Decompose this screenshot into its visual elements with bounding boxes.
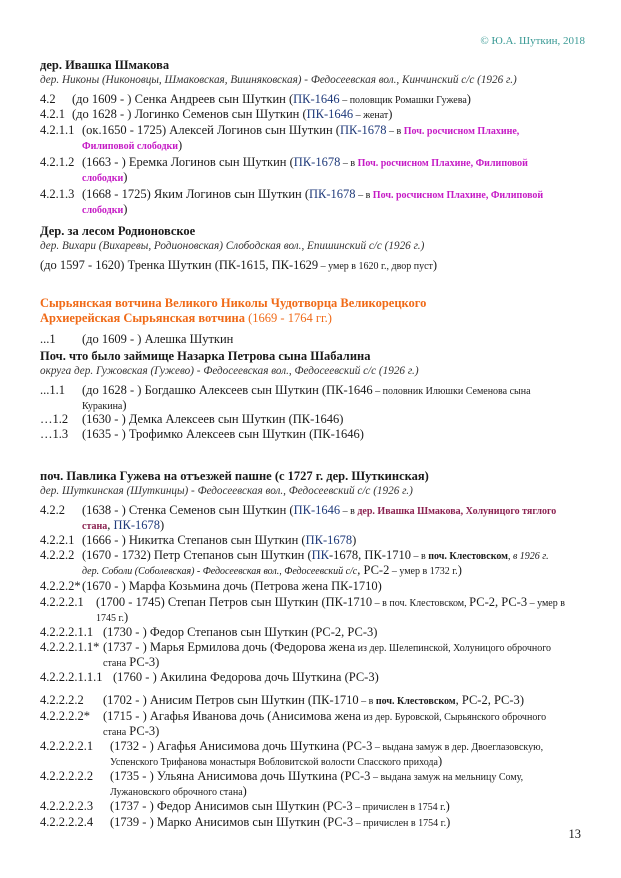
entry-text: (до 1628 - ) Логинко Семенов сын Шуткин ( (72, 107, 307, 121)
entry-continuation (82, 563, 462, 579)
entry-text: (1732 - ) Агафья Анисимова дочь Шуткина (РС-3 (110, 739, 373, 753)
place-name: Поч. росчисном Плахине, Филиповой (372, 190, 544, 201)
entry-continuation (82, 518, 164, 534)
entry-line (40, 548, 549, 564)
entry-note: – в (386, 126, 404, 137)
census-ref: ПК-1678 (293, 155, 341, 169)
place-name: стана (82, 521, 108, 532)
census-ref: РС-3 (126, 655, 156, 669)
place-name: поч. Клестовском (428, 551, 508, 562)
entry-text: (1666 - ) Никитка Степанов сын Шуткин ( (82, 533, 306, 547)
paren: ) (155, 724, 160, 738)
entry-text: (1700 - 1745) Степан Петров сын Шуткин (ПК-1710 (96, 595, 373, 609)
paren: ) (445, 799, 450, 813)
entry-line (40, 739, 543, 755)
entry-number: …1.3 (40, 427, 69, 441)
paren: ) (123, 610, 129, 624)
entry-line (40, 412, 343, 426)
entry-note: – в (410, 551, 429, 562)
entry-line (40, 579, 382, 593)
entry-note: стана (103, 727, 127, 738)
entry-line (40, 107, 392, 123)
entry-line (40, 670, 379, 684)
entry-line (40, 123, 519, 139)
entry-number: 4.2.1.3 (40, 187, 75, 201)
entry-note: – выдана замуж в дер. Двоеглазовскую, (372, 742, 544, 753)
entry-continuation (96, 610, 128, 626)
entry-text: (до 1609 - ) Алешка Шуткин (82, 332, 234, 346)
entry-note: – причислен в 1754 г. (352, 802, 446, 813)
paren: ) (446, 815, 451, 829)
census-ref: , РС-2, РС-3 (455, 693, 520, 707)
paren: ) (519, 693, 524, 707)
entry-line (40, 187, 543, 203)
census-ref: ПК-1646 (293, 92, 340, 106)
entry-line (40, 595, 565, 611)
entry-note: – в (355, 190, 373, 201)
entry-number: 4.2.2.2.1.1* (40, 640, 100, 654)
paren: ) (155, 655, 160, 669)
census-ref: ПК-1678 (305, 533, 353, 547)
paren: ) (160, 518, 165, 532)
entry-note: из дер. Шелепинской, Холуницого оброчного (355, 643, 552, 654)
page-number: 13 (568, 827, 581, 841)
entry-number: ...1 (40, 332, 56, 346)
entry-continuation (110, 754, 442, 770)
entry-number: 4.2.2.2* (40, 579, 81, 593)
census-ref: ПК-1678 (309, 187, 356, 201)
entry-number: 4.2.1.2 (40, 155, 75, 169)
copyright-notice: © Ю.А. Шуткин, 2018 (480, 35, 585, 47)
section-title: поч. Павлика Гужева на отъезжей пашне (с 1727 г. дер. Шуткинская) (40, 469, 429, 483)
entry-note: Куракина (82, 401, 123, 412)
entry-number: 4.2.1.1 (40, 123, 75, 137)
entry-text: (1638 - ) Стенка Семенов сын Шуткин ( (82, 503, 294, 517)
entry-text: (до 1609 - ) Сенка Андреев сын Шуткин ( (72, 92, 294, 106)
entry-note: – в поч. Клестовском, (372, 598, 470, 609)
estate-years: (1669 - 1764 гг.) (245, 311, 332, 325)
census-ref: ПК-1678 (113, 518, 161, 532)
census-ref: , РС-2 (357, 563, 390, 577)
entry-note: Лужановского оброчного стана (110, 787, 243, 798)
entry-number: ...1.1 (40, 383, 65, 397)
separator: , (507, 551, 513, 562)
place-name: Поч. росчисном Плахине, (403, 126, 520, 137)
entry-number: 4.2.2.1 (40, 533, 75, 547)
entry-text: (1670 - 1732) Петр Степанов сын Шуткин ( (82, 548, 312, 562)
entry-number: 4.2.2.2.2.4 (40, 815, 94, 829)
place-name: слободки (82, 173, 124, 184)
entry-text: (до 1597 - 1620) Тренка Шуткин (ПК-1615, ПК-1629 (40, 258, 319, 272)
modern-location: в 1926 г. (512, 551, 549, 562)
census-ref: РС-3 (126, 724, 156, 738)
entry-continuation (110, 784, 247, 800)
entry-line (40, 693, 524, 709)
paren: ) (466, 92, 471, 106)
section-title: Дер. за лесом Родионовское (40, 224, 196, 238)
entry-note: Успенского Трифанова монастыря Вобловитской волости Спасского прихода (110, 757, 438, 768)
section-title: Поч. что было займище Назарка Петрова сына Шабалина (40, 349, 371, 363)
entry-note: – в (340, 158, 358, 169)
entry-line (40, 799, 450, 815)
paren: ) (388, 107, 393, 121)
entry-text: (1668 - 1725) Яким Логинов сын Шуткин ( (82, 187, 310, 201)
entry-note: 1745 г. (96, 613, 124, 624)
paren: ) (432, 258, 438, 272)
place-name: поч. Клестовском (375, 696, 456, 707)
census-ref: ПК-1646 (293, 503, 341, 517)
entry-line (40, 92, 471, 108)
entry-text: (1739 - ) Марко Анисимов сын Шуткин (РС-3 (110, 815, 354, 829)
entry-number: 4.2.2.2.2.1 (40, 739, 94, 753)
entry-line (40, 332, 233, 346)
entry-note: стана (103, 658, 127, 669)
place-name: слободки (82, 205, 124, 216)
census-ref: ПК (311, 548, 330, 562)
entry-line (40, 769, 523, 785)
entry-text: (1737 - ) Федор Анисимов сын Шуткин (РС-3 (110, 799, 353, 813)
paren: ) (123, 170, 128, 184)
entry-number: 4.2.2.2.2.2 (40, 769, 94, 783)
entry-number: …1.2 (40, 412, 69, 426)
entry-line (40, 815, 450, 831)
entry-note: – причислен в 1754 г. (353, 818, 447, 829)
entry-text: (1715 - ) Агафья Иванова дочь (Анисимова жена (103, 709, 361, 723)
section-subtitle: дер. Шуткинская (Шуткинцы) - Федосеевская вол., Федосеевский с/с (1926 г.) (40, 485, 413, 497)
entry-line (40, 155, 528, 171)
entry-note: – половщик Ромашки Гужева (339, 95, 467, 106)
entry-continuation (82, 202, 127, 218)
section-title: дер. Ивашка Шмакова (40, 58, 170, 72)
entry-line (40, 427, 364, 441)
entry-text: (1630 - ) Демка Алексеев сын Шуткин (ПК-1646) (82, 412, 344, 426)
paren: ) (242, 784, 247, 798)
entry-continuation (103, 655, 159, 671)
entry-number: 4.2.2.2.2* (40, 709, 90, 723)
entry-text: (до 1628 - ) Богдашко Алексеев сын Шуткин (ПК-1646 (82, 383, 373, 397)
entry-text: (1737 - ) Марья Ермилова дочь (Федорова жена (103, 640, 356, 654)
separator: , (107, 518, 114, 532)
entry-note: – выдана замуж на мельницу Сому, (370, 772, 524, 783)
place-name: дер. Ивашка Шмакова, Холуницого тяглого (357, 506, 557, 517)
estate-title: Сырьянская вотчина Великого Николы Чудотворца Великорецкого (40, 296, 427, 310)
entry-text: (1663 - ) Еремка Логинов сын Шуткин ( (82, 155, 294, 169)
entry-line (40, 258, 437, 274)
paren: ) (457, 563, 462, 577)
entry-line (40, 383, 531, 399)
entry-number: 4.2.2.2.1.1.1 (40, 670, 103, 684)
entry-text: (1735 - ) Ульяна Анисимова дочь Шуткина (РС-3 (110, 769, 371, 783)
entry-text: (1670 - ) Марфа Козьмина дочь (Петрова жена ПК-1710) (82, 579, 382, 593)
section-subtitle: дер. Никоны (Никоновцы, Шмаковская, Вишняковская) - Федосеевская вол., Кинчинский с/с (1926 г.) (40, 74, 517, 86)
entry-text: (ок.1650 - 1725) Алексей Логинов сын Шуткин ( (82, 123, 340, 137)
entry-number: 4.2.2.2.1.1 (40, 625, 94, 639)
entry-line (40, 640, 551, 656)
place-name: Поч. росчисном Плахине, Филиповой (357, 158, 528, 169)
census-ref: РС-2, РС-3 (469, 595, 528, 609)
entry-number: 4.2.2.2 (40, 548, 75, 562)
estate-title-line2 (40, 311, 332, 325)
estate-name: Архиерейская Сырьянская вотчина (40, 311, 245, 325)
entry-note: – умер в 1620 г., двор пуст (318, 261, 433, 272)
entry-note: – умер в (527, 598, 565, 609)
entry-note: – в (358, 696, 376, 707)
census-ref: ПК-1678 (339, 123, 387, 137)
entry-note: – в (340, 506, 358, 517)
entry-continuation (82, 138, 182, 154)
section-subtitle: округа дер. Гужовская (Гужево) - Федосеевская вол., Федосеевский с/с (1926 г.) (40, 365, 419, 377)
paren: ) (178, 138, 183, 152)
census-ref: ПК-1646 (306, 107, 354, 121)
entry-line (40, 709, 546, 725)
place-name: Филиповой слободки (82, 141, 179, 152)
entry-note: – женат (353, 110, 389, 121)
entry-line (40, 625, 377, 639)
entry-continuation (103, 724, 159, 740)
paren: ) (123, 202, 128, 216)
entry-note: из дер. Буровской, Сырьянского оброчного (360, 712, 547, 723)
entry-line (40, 533, 356, 547)
census-ref-rest: -1678, ПК-1710 (329, 548, 411, 562)
entry-text: (1730 - ) Федор Степанов сын Шуткин (РС-2, РС-3) (103, 625, 378, 639)
entry-number: 4.2 (40, 92, 56, 106)
paren: ) (352, 533, 357, 547)
entry-text: (1702 - ) Анисим Петров сын Шуткин (ПК-1710 (103, 693, 359, 707)
section-subtitle: дер. Вихари (Вихаревы, Родионовская) Слободская вол., Епишинский с/с (1926 г.) (40, 240, 425, 252)
entry-number: 4.2.2.2.2 (40, 693, 84, 707)
modern-location: дер. Соболи (Соболевская) - Федосеевская вол., Федосеевский с/с (82, 566, 358, 577)
entry-continuation (82, 170, 127, 186)
entry-note: – умер в 1732 г. (389, 566, 458, 577)
entry-number: 4.2.2.2.1 (40, 595, 84, 609)
entry-number: 4.2.1 (40, 107, 65, 121)
paren: ) (122, 398, 127, 412)
entry-text: (1760 - ) Акилина Федорова дочь Шуткина (РС-3) (113, 670, 379, 684)
paren: ) (437, 754, 443, 768)
entry-number: 4.2.2 (40, 503, 65, 517)
entry-number: 4.2.2.2.2.3 (40, 799, 94, 813)
entry-note: – половник Илюшки Семенова сына (372, 386, 531, 397)
entry-line (40, 503, 556, 519)
entry-text: (1635 - ) Трофимко Алексеев сын Шуткин (ПК-1646) (82, 427, 364, 441)
